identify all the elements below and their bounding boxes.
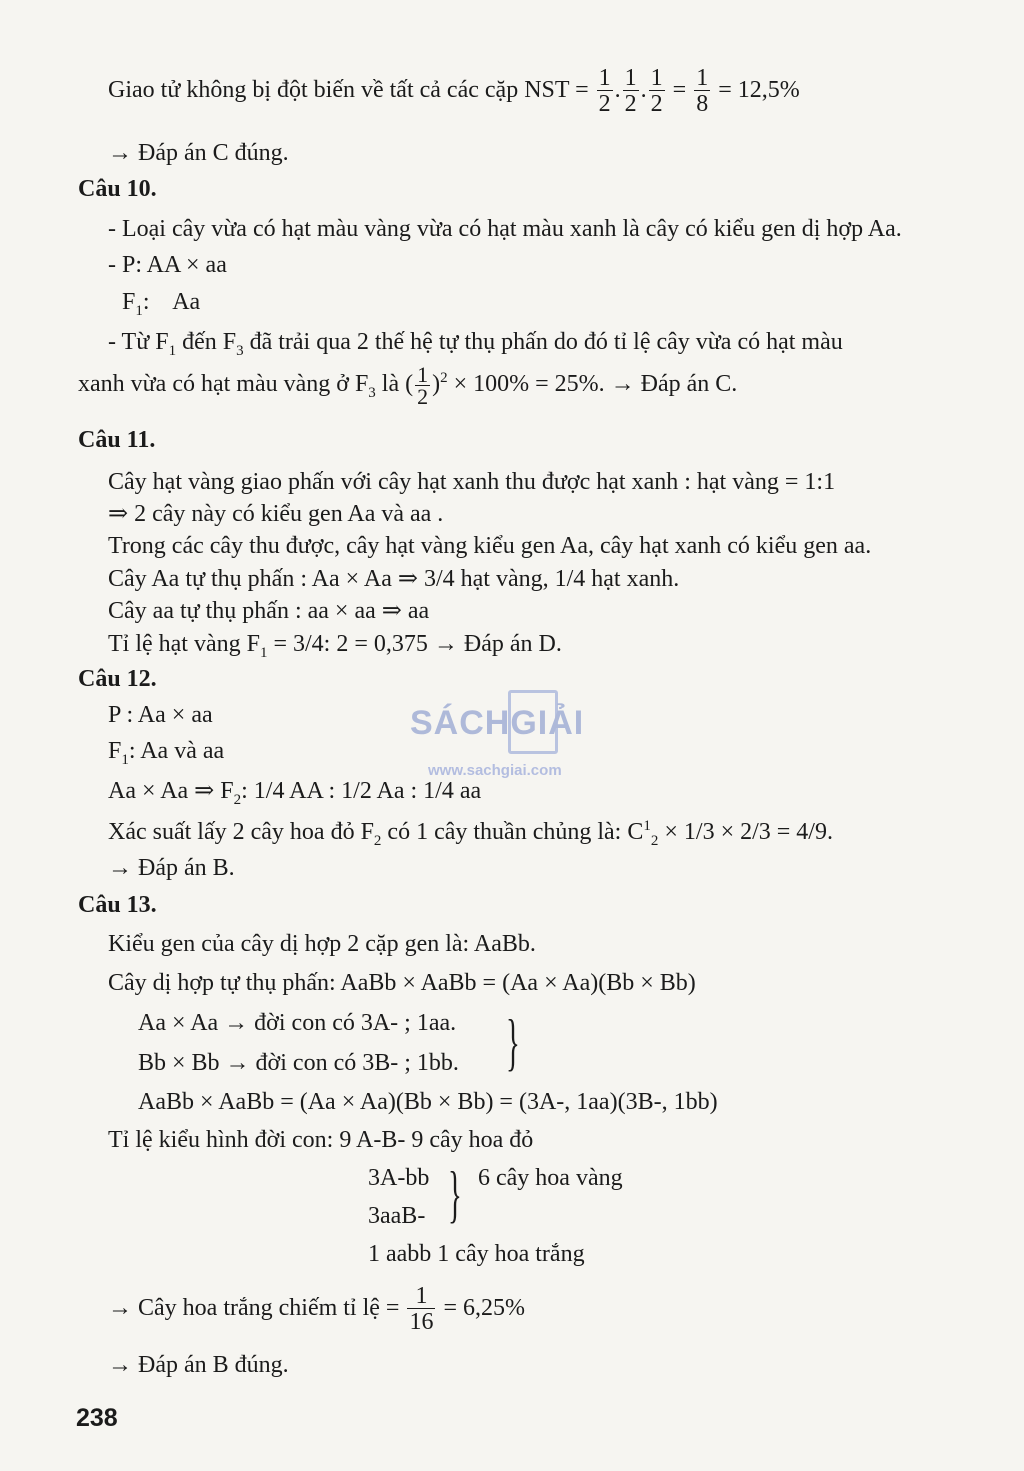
- q10-line-4: - Từ $F_1$ đến $F_3$ đã trải qua 2 thế hệ tự thụ phấn do đó tỉ lệ cây vừa có hạt màu: [108, 329, 843, 359]
- watermark-url: www.sachgiai.com: [428, 762, 562, 779]
- q13-line-3: Aa × Aa → đời con có 3A- ; 1aa.: [138, 1010, 457, 1036]
- q10-title: Câu 10.: [78, 176, 157, 202]
- fraction-half-1: $\frac{1}{2}$: [598, 65, 611, 117]
- q13-line-10: → Cây hoa trắng chiếm tỉ lệ = $\frac{1}{16}$ = 6,25%: [108, 1283, 525, 1335]
- q11-line-3: Trong các cây thu được, cây hạt vàng kiểu gen Aa, cây hạt xanh có kiểu gen aa.: [108, 533, 872, 559]
- q11-line-2: ⇒ 2 cây này có kiểu gen Aa và aa .: [108, 501, 444, 527]
- q10-line-3: $F_1$: Aa: [122, 289, 201, 319]
- watermark-logo: [410, 700, 610, 790]
- fraction-sixteenth: $\frac{1}{16}$: [409, 1283, 434, 1335]
- q10-line-5: xanh vừa có hạt màu vàng ở $F_3$ là ( $\frac{1}{2}$ )$^2$ × 100% = 25%. → Đáp án C.: [78, 362, 738, 409]
- q12-title: Câu 12.: [78, 666, 157, 692]
- fraction-half-2: $\frac{1}{2}$: [624, 65, 637, 117]
- right-brace-icon: }: [506, 1006, 520, 1077]
- fraction-half-q10: $\frac{1}{2}$: [417, 362, 429, 409]
- q9-result: = 12,5%: [718, 77, 800, 104]
- q13-line-8: 3aaB-: [368, 1203, 426, 1229]
- q13-title: Câu 13.: [78, 892, 157, 918]
- q11-line-4: Cây Aa tự thụ phấn : Aa × Aa ⇒ 3/4 hạt vàng, 1/4 hạt xanh.: [108, 566, 680, 592]
- q11-line-5: Cây aa tự thụ phấn : aa × aa ⇒ aa: [108, 598, 430, 624]
- q11-title: Câu 11.: [78, 427, 156, 453]
- right-brace-icon-2: }: [448, 1158, 462, 1229]
- watermark-text: SÁCHGIẢI: [410, 704, 585, 742]
- fraction-half-3: $\frac{1}{2}$: [650, 65, 663, 117]
- q12-line-1: P : Aa × aa: [108, 702, 213, 728]
- q12-line-4: Xác suất lấy 2 cây hoa đỏ $F_2$ có 1 cây thuần chủng là: $C^1_2 \times 1/3 \times 2/3 = 4/9$.: [108, 818, 833, 849]
- q13-line-4: Bb × Bb → đời con có 3B- ; 1bb.: [138, 1050, 459, 1076]
- q12-line-2: $F_1$: Aa và aa: [108, 738, 225, 768]
- q9-text: Giao tử không bị đột biến về tất cả các cặp NST =: [108, 77, 589, 104]
- q13-line-9: 1 aabb 1 cây hoa trắng: [368, 1241, 585, 1267]
- q13-line-7: 3A-bb: [368, 1165, 430, 1191]
- q9-answer: → Đáp án C đúng.: [108, 140, 289, 166]
- q13-line-11: → Đáp án B đúng.: [108, 1352, 289, 1378]
- q10-line-2: - P: AA × aa: [108, 252, 227, 278]
- page-number: 238: [76, 1404, 118, 1432]
- q12-line-5: → Đáp án B.: [108, 855, 235, 881]
- q10-line-1: - Loại cây vừa có hạt màu vàng vừa có hạt màu xanh là cây có kiểu gen dị hợp Aa.: [108, 216, 902, 242]
- q11-line-1: Cây hạt vàng giao phấn với cây hạt xanh thu được hạt xanh : hạt vàng = 1:1: [108, 469, 836, 495]
- q11-line-6: Tỉ lệ hạt vàng $F_1 = 3/4$: 2 = 0,375 → Đáp án D.: [108, 631, 562, 661]
- q13-line-5: AaBb × AaBb = (Aa × Aa)(Bb × Bb) = (3A-, 1aa)(3B-, 1bb): [138, 1089, 718, 1115]
- q13-line-2: Cây dị hợp tự thụ phấn: AaBb × AaBb = (Aa × Aa)(Bb × Bb): [108, 970, 696, 996]
- q9-line-gamete: Giao tử không bị đột biến về tất cả các cặp NST = $\frac{1}{2}$ . $\frac{1}{2}$ . $\frac{1}{2}$ = $\frac{1}{8}$ = 12,5%: [108, 65, 800, 117]
- q12-line-3: Aa × Aa ⇒ $F_2$: 1/4 AA : 1/2 Aa : 1/4 aa: [108, 778, 482, 808]
- q13-line-1: Kiểu gen của cây dị hợp 2 cặp gen là: AaBb.: [108, 931, 536, 957]
- fraction-eighth: $\frac{1}{8}$: [696, 65, 709, 117]
- q13-line-7-right: 6 cây hoa vàng: [478, 1165, 623, 1191]
- q13-line-6: Tỉ lệ kiểu hình đời con: 9 A-B- 9 cây hoa đỏ: [108, 1127, 534, 1153]
